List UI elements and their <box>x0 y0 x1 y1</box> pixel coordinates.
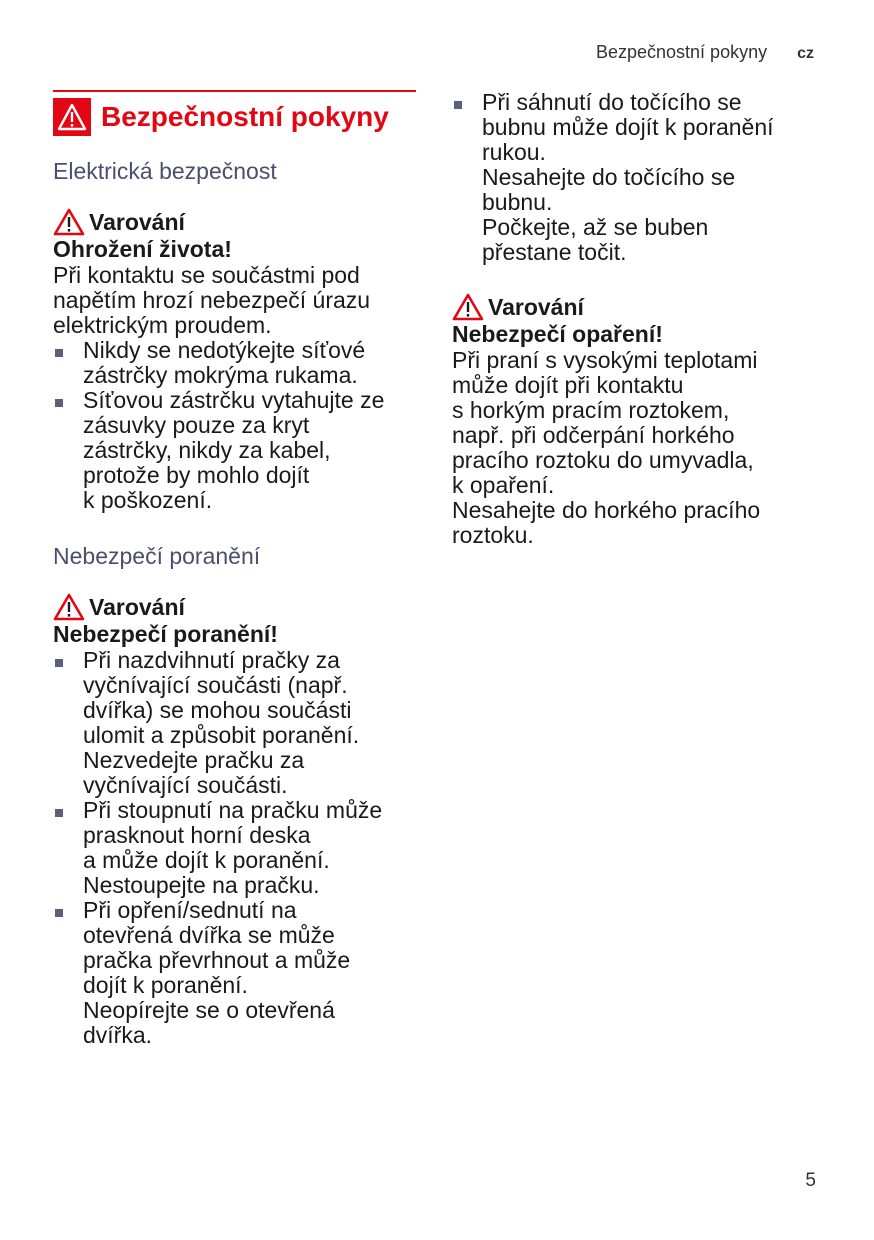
text-line: s horkým pracím roztokem, <box>452 397 730 423</box>
text-line: bubnu. <box>482 189 553 215</box>
list-item <box>53 648 418 798</box>
text-line: k opaření. <box>452 472 555 498</box>
text-line: rukou. <box>482 139 546 165</box>
main-title-row <box>53 90 416 136</box>
text-line: Nikdy se nedotýkejte síťové <box>83 337 366 363</box>
list-item <box>53 798 418 898</box>
text-line: bubnu může dojít k poranění <box>482 114 774 140</box>
text-line: Při nazdvihnutí pračky za <box>83 647 340 673</box>
text-line: ulomit a způsobit poranění. <box>83 722 360 748</box>
list-item <box>53 338 418 388</box>
text-line: přestane točit. <box>482 239 627 265</box>
warning-triangle-icon <box>53 593 85 621</box>
text-line: může dojít při kontaktu <box>452 372 684 398</box>
text-line: dvířka) se mohou součásti <box>83 697 352 723</box>
text-line: dojít k poranění. <box>83 972 248 998</box>
text-line: vyčnívající součásti (např. <box>83 672 348 698</box>
section-title-electric: Elektrická bezpečnost <box>53 158 277 184</box>
list-item <box>53 388 418 513</box>
text-line: Při kontaktu se součástmi pod <box>53 262 360 288</box>
section-title-injury: Nebezpečí poranění <box>53 543 261 569</box>
text-line: Nezvedejte pračku za <box>83 747 305 773</box>
text-line: Síťovou zástrčku vytahujte ze <box>83 387 385 413</box>
text-line: protože by mohlo dojít <box>83 462 310 488</box>
text-line: Při praní s vysokými teplotami <box>452 347 758 373</box>
text-line: zásuvky pouze za kryt <box>83 412 310 438</box>
text-line: pracího roztoku do umyvadla, <box>452 447 754 473</box>
text-line: Při stoupnutí na pračku může <box>83 797 383 823</box>
text-line: prasknout horní deska <box>83 822 311 848</box>
page-title: Bezpečnostní pokyny <box>101 101 389 132</box>
warning-label-row <box>53 593 418 621</box>
text-line: otevřená dvířka se může <box>83 922 335 948</box>
text-line: např. při odčerpání horkého <box>452 422 735 448</box>
left-column <box>53 90 418 1048</box>
text-line: Při sáhnutí do točícího se <box>482 89 742 115</box>
text-line: a může dojít k poranění. <box>83 847 330 873</box>
bullet-list <box>53 648 418 1048</box>
text-line: roztoku. <box>452 522 534 548</box>
list-item <box>53 898 418 1048</box>
text-line: pračka převrhnout a může <box>83 947 351 973</box>
warning-heading: Nebezpečí opaření! <box>452 321 663 347</box>
text-line: dvířka. <box>83 1022 153 1048</box>
text-line: napětím hrozí nebezpečí úrazu <box>53 287 371 313</box>
text-line: zástrčky, nikdy za kabel, <box>83 437 331 463</box>
warning-heading: Nebezpečí poranění! <box>53 621 278 647</box>
warning-triangle-icon <box>53 98 91 136</box>
bullet-list <box>53 338 418 513</box>
text-line: k poškození. <box>83 487 213 513</box>
text-line: Nesahejte do horkého pracího <box>452 497 761 523</box>
text-line: Při opření/sednutí na <box>83 897 297 923</box>
text-line: Neopírejte se o otevřená <box>83 997 335 1023</box>
bullet-list <box>452 90 822 265</box>
warning-text <box>452 348 822 548</box>
warning-label: Varování <box>488 294 584 320</box>
warning-text <box>53 263 418 338</box>
text-line: Nestoupejte na pračku. <box>83 872 320 898</box>
warning-label: Varování <box>89 209 185 235</box>
running-header <box>596 42 814 63</box>
text-line: Nesahejte do točícího se <box>482 164 736 190</box>
right-column <box>452 90 822 548</box>
warning-label: Varování <box>89 594 185 620</box>
warning-triangle-icon <box>452 293 484 321</box>
warning-label-row <box>452 293 822 321</box>
text-line: elektrickým proudem. <box>53 312 272 338</box>
warning-triangle-icon <box>53 208 85 236</box>
language-code: cz <box>797 45 814 62</box>
header-title: Bezpečnostní pokyny <box>595 42 768 62</box>
text-line: Počkejte, až se buben <box>482 214 709 240</box>
warning-label-row <box>53 208 418 236</box>
list-item <box>452 90 822 265</box>
warning-heading: Ohrožení života! <box>53 236 232 262</box>
text-line: zástrčky mokrýma rukama. <box>83 362 358 388</box>
text-line: vyčnívající součásti. <box>83 772 288 798</box>
page-number: 5 <box>805 1170 816 1191</box>
